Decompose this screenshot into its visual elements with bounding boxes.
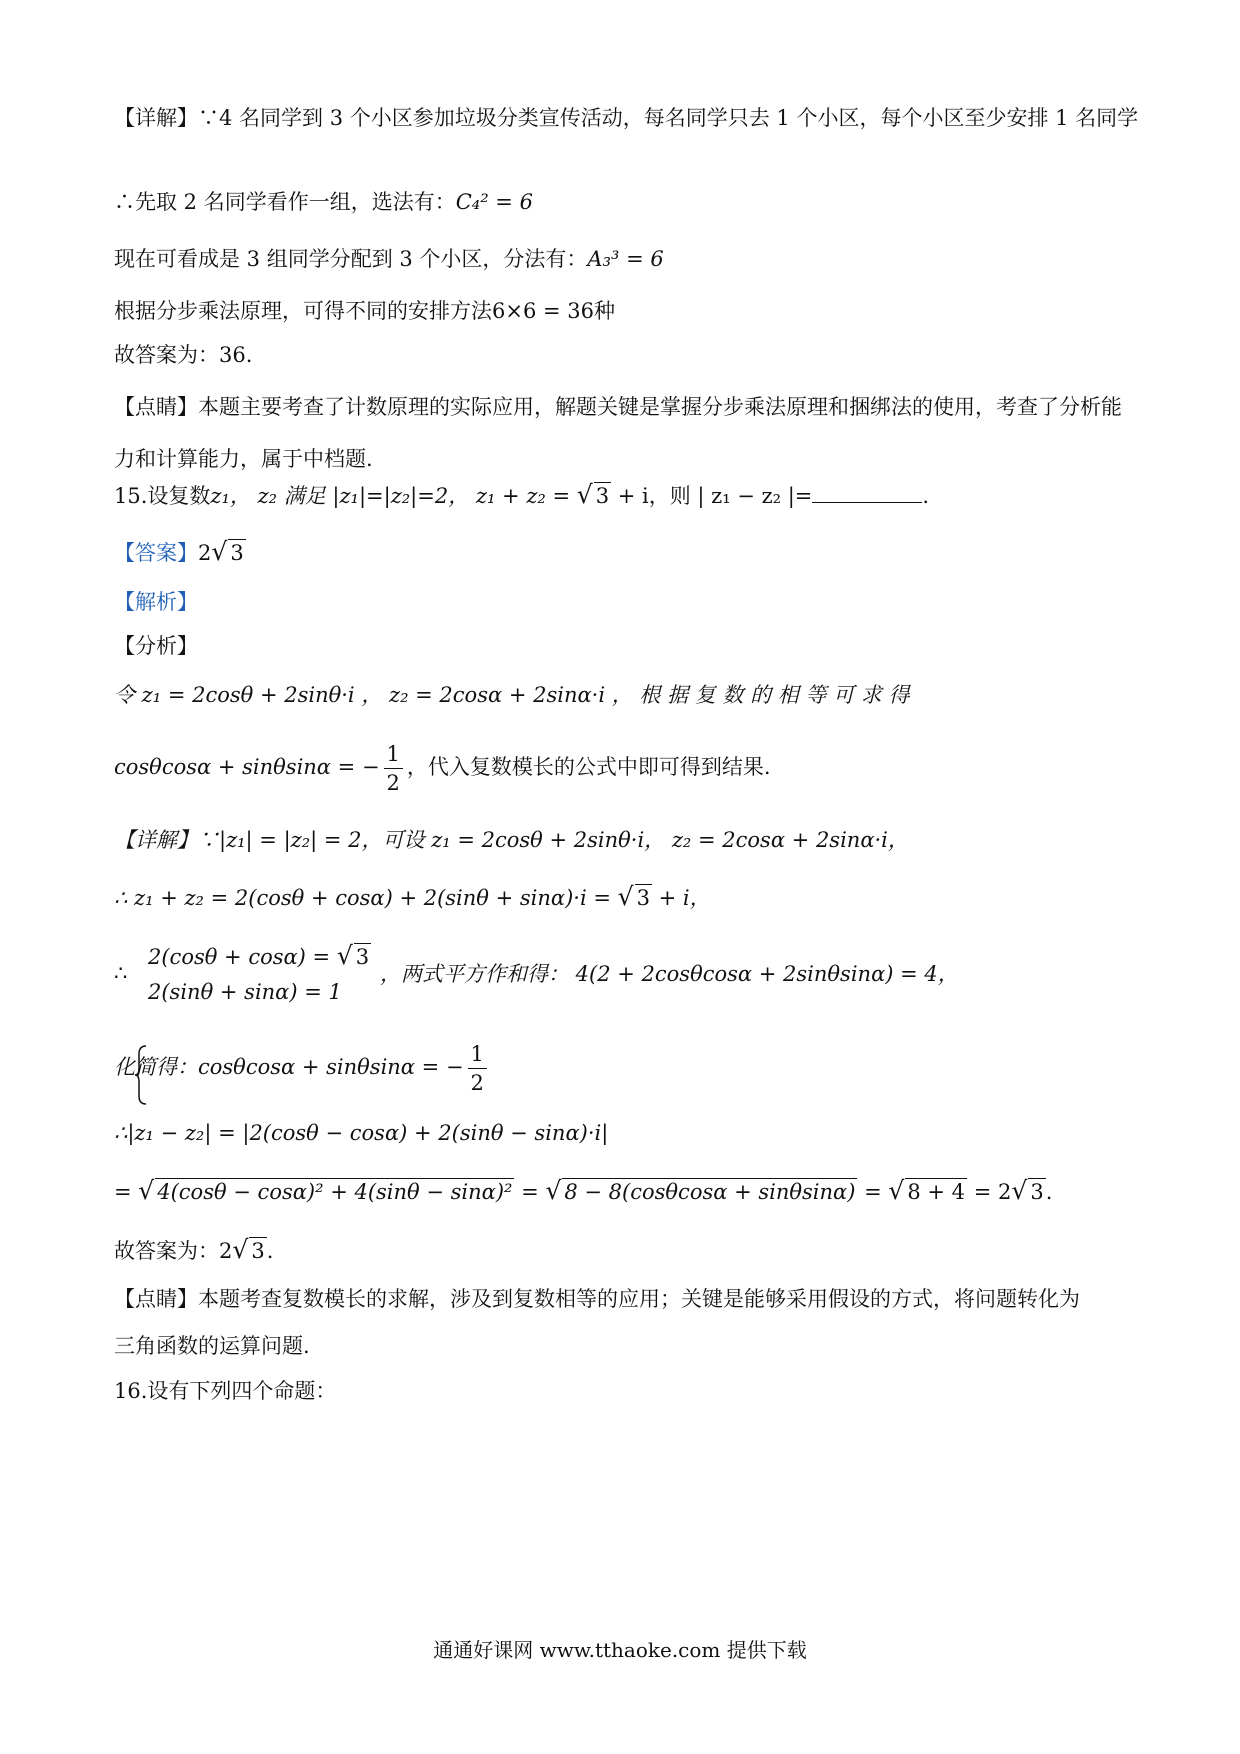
detail-15-line-2: ∴ z₁ + z₂ = 2(cosθ + cosα) + 2(sinθ + sinα)·i = √ 3 + i， bbox=[114, 882, 711, 911]
detail-15-line-1: 【详解】∵|z₁| = |z₂| = 2，可设 z₁ = 2cosθ + 2sinθ·i， z₂ = 2cosα + 2sinα·i， bbox=[114, 828, 909, 852]
fenxi-line-2: cosθcosα + sinθsinα = − $\frac{1}{2}$ ，代入复数模长的公式中即可得到结果. bbox=[114, 742, 771, 795]
multiplication-line: 根据分步乘法原理，可得不同的安排方法6×6 = 36种 bbox=[114, 299, 615, 323]
fenxi-line-1: 令 z₁ = 2cosθ + 2sinθ·i ， z₂ = 2cosα + 2sinα·i ， 根 据 复 数 的 相 等 可 求 得 bbox=[114, 683, 910, 707]
fenxi-tag: 【分析】 bbox=[114, 634, 198, 658]
answer-15: 【答案】2√ 3 bbox=[114, 537, 244, 566]
answer-line-15: 故答案为：2√ 3. bbox=[114, 1235, 274, 1264]
modulus-line: ∴|z₁ − z₂| = |2(cosθ − cosα) + 2(sinθ − sinα)·i| bbox=[114, 1121, 609, 1145]
system-tail: ，两式平方作和得： 4(2 + 2cosθcosα + 2sinθsinα) = 4， bbox=[380, 962, 959, 986]
comment-15-line-1: 【点睛】本题考查复数模长的求解，涉及到复数相等的应用；关键是能够采用假设的方式，将问题转化为 bbox=[114, 1287, 1080, 1311]
system-row-1: 2(cosθ + cosα) = √ 3 bbox=[148, 941, 370, 970]
fraction-half: $\frac{1}{2}$ bbox=[468, 1040, 487, 1097]
fraction-half: $\frac{1}{2}$ bbox=[384, 740, 403, 797]
distribution-line: 现在可看成是 3 组同学分配到 3 个小区，分法有：A₃³ = 6 bbox=[114, 247, 664, 271]
footer-credit: 通通好课网 www.tthaoke.com 提供下载 bbox=[433, 1638, 807, 1662]
selection-line: ∴先取 2 名同学看作一组，选法有：C₄² = 6 bbox=[114, 190, 533, 214]
question-15: 15.设复数z₁， z₂ 满足 |z₁|=|z₂|=2， z₁ + z₂ = √ 3 + i，则 | z₁ − z₂ |= . bbox=[114, 480, 930, 509]
simplify-line: 化简得：cosθcosα + sinθsinα = − $\frac{1}{2}$ bbox=[114, 1040, 1140, 1097]
answer-tag: 【答案】 bbox=[114, 541, 198, 565]
question-16: 16.设有下列四个命题： bbox=[114, 1379, 337, 1403]
therefore-symbol: ∴ bbox=[114, 961, 128, 985]
analysis-tag: 【解析】 bbox=[114, 590, 198, 614]
answer-14: 故答案为：36. bbox=[114, 343, 253, 367]
system-row-2: 2(sinθ + sinα) = 1 bbox=[148, 980, 342, 1004]
comment-14: 【点睛】本题主要考查了计数原理的实际应用，解题关键是掌握分步乘法原理和捆绑法的使用，考查了分析能力和计算能力，属于中档题. bbox=[114, 395, 1122, 471]
detail-14: 【详解】∵4 名同学到 3 个小区参加垃圾分类宣传活动，每名同学只去 1 个小区，每个小区至少安排 1 名同学 bbox=[114, 106, 1139, 130]
modulus-result-line: = √ 4(cosθ − cosα)² + 4(sinθ − sinα)² = √ 8 − 8(cosθcosα + sinθsinα) = √ 8 + 4 = 2√ 3. bbox=[114, 1176, 1053, 1205]
answer-blank bbox=[812, 484, 922, 503]
comment-15-line-2: 三角函数的运算问题. bbox=[114, 1334, 310, 1358]
